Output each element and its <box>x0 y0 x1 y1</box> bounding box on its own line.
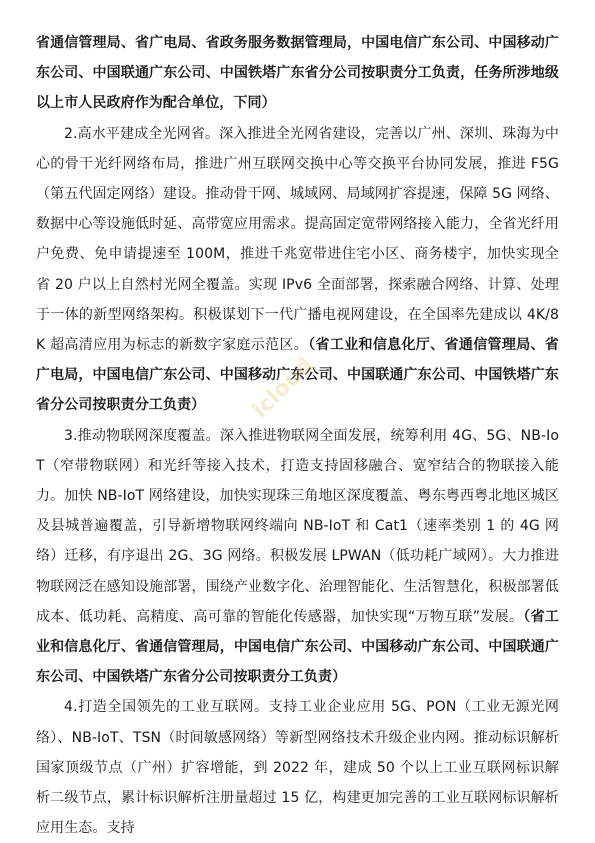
section-2-responsibility: （省工业和信息化厅、省通信管理局、省广电局，中国电信广东公司、中国移动广东公司、中国联通广东公司、中国铁塔广东省分公司按职责分工负责） <box>36 337 559 414</box>
paragraph-iot-coverage <box>36 421 559 693</box>
paragraph-industrial-internet <box>36 692 559 843</box>
section-2-body: 2.高水平建成全光网省。深入推进全光网省建设，完善以广州、深圳、珠海为中心的骨干光纤网络布局，推进广州互联网交换中心等交换平台协同发展，推进 F5G（第五代固定网络）建设。推动骨干网、城域网、局域网扩容提速，保障 5G 网络、数据中心等设施低时延、高带宽应用需求。提高固定宽带网络接入能力，全省光纤用户免费、免申请提速至 100M，推进千兆宽带进住宅小区、商务楼宇，加快实现全省 20 户以上自然村光网全覆盖。实现 IPv6 全面部署，探索融合网络、计算、处理于一体的新型网络架构。积极谋划下一代广播电视网建设，在全国率先建成以 4K/8K 超高清应用为标志的新数字家庭示范区。 <box>36 125 559 354</box>
section-4-body: 4.打造全国领先的工业互联网。支持工业企业应用 5G、PON（工业无源光网络）、NB-IoT、TSN（时间敏感网络）等新型网络技术升级企业内网。推动标识解析国家顶级节点（广州）扩容增能，到 2022 年，建成 50 个以上工业互联网标识解析二级节点，累计标识解析注册量超过 15 亿，构建更加完善的工业互联网标识解析应用生态。支持 <box>36 699 559 837</box>
paragraph-all-optical-network <box>36 119 559 421</box>
responsibility-note: 省通信管理局、省广电局、省政务服务数据管理局，中国电信广东公司、中国移动广东公司、中国联通广东公司、中国铁塔广东省分公司按职责分工负责，任务所涉地级以上市人民政府作为配合单位，下同） <box>36 35 559 112</box>
section-3-responsibility: （省工业和信息化厅、省通信管理局，中国电信广东公司、中国移动广东公司、中国联通广东公司、中国铁塔广东省分公司按职责分工负责） <box>36 608 559 686</box>
document-body <box>36 28 559 843</box>
paragraph-responsibility-continued <box>36 28 559 119</box>
watermark-logo: icloud <box>247 352 319 424</box>
section-3-body: 3.推动物联网深度覆盖。深入推进物联网全面发展，统筹利用 4G、5G、NB-IoT（窄带物联网）和光纤等接入技术，打造支持固移融合、宽窄结合的物联接入能力。加快 NB-IoT 网络建设，加快实现珠三角地区深度覆盖、粤东粤西粤北地区城区及县城普遍覆盖，引导新增物联网终端向 NB-IoT 和 Cat1（速率类别 1 的 4G 网络）迁移，有序退出 2G、3G 网络。积极发展 LPWAN（低功耗广域网）。大力推进物联网泛在感知设施部署，围绕产业数字化、治理智能化、生活智慧化，积极部署低成本、低功耗、高精度、高可靠的智能化传感器，加快实现“万物互联”发展。 <box>36 427 559 625</box>
